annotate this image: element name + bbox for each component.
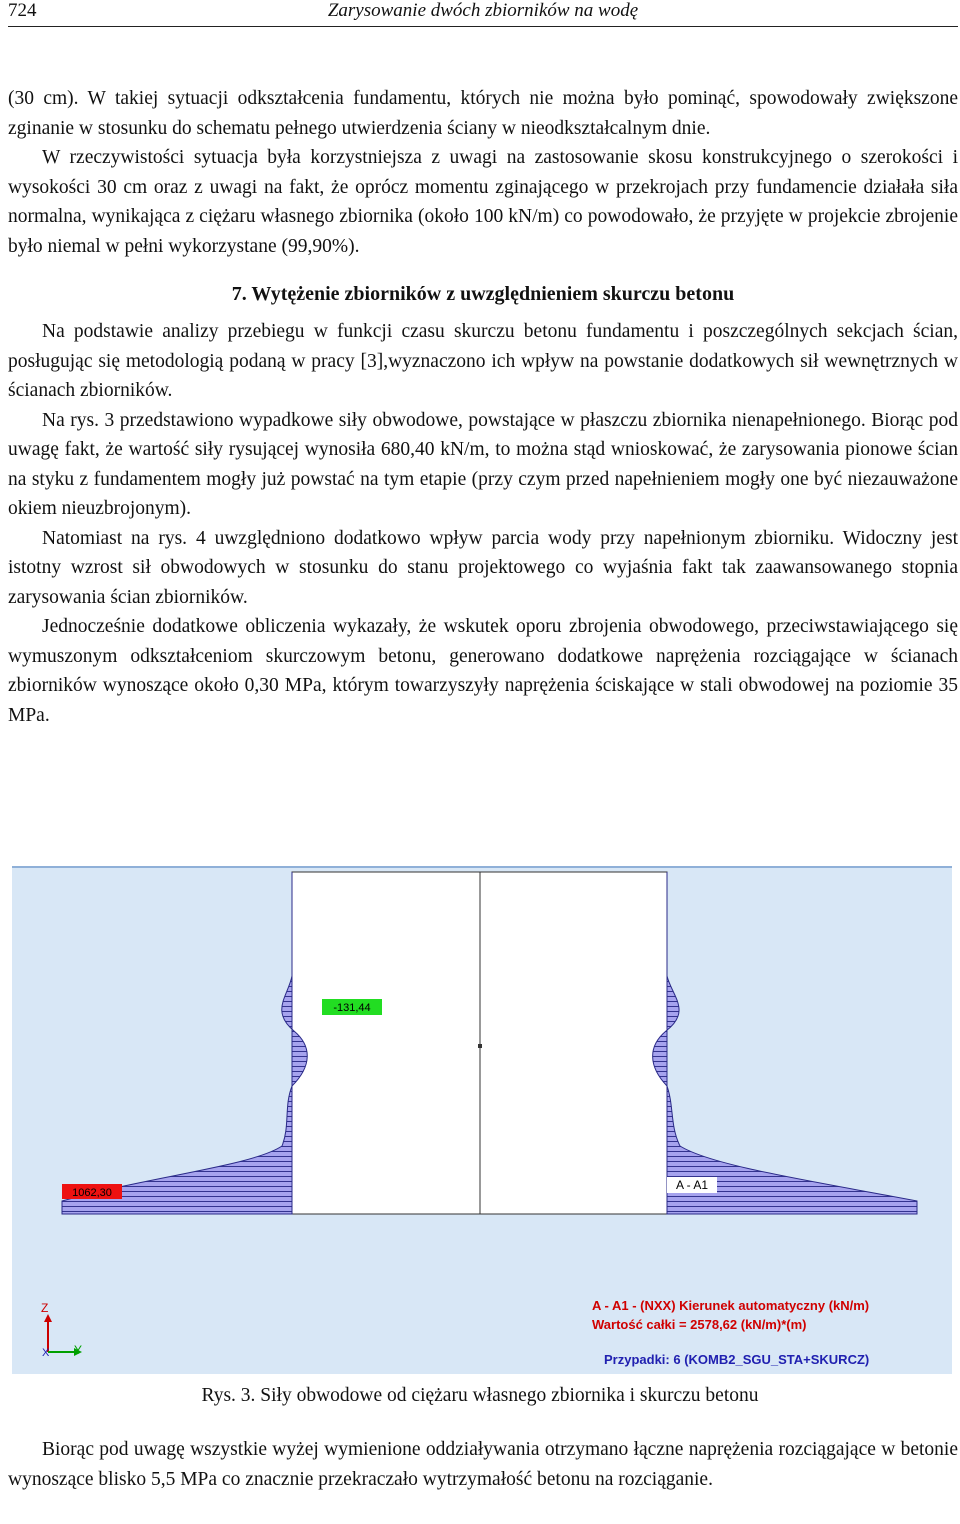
page-header — [8, 0, 958, 27]
legend-line-3: Przypadki: 6 (KOMB2_SGU_STA+SKURCZ) — [604, 1352, 870, 1367]
max-value-label: 1062,30 — [72, 1187, 112, 1199]
axis-z-label: Z — [41, 1301, 49, 1315]
page-number: 724 — [8, 0, 37, 21]
center-point — [478, 1044, 482, 1048]
legend-line-2: Wartość całki = 2578,62 (kN/m)*(m) — [592, 1317, 807, 1332]
figure-caption: Rys. 3. Siły obwodowe od ciężaru własnego zbiornika i skurczu betonu — [201, 1385, 759, 1406]
paragraph: Natomiast na rys. 4 uwzględniono dodatkowo wpływ parcia wody przy napełnionym zbiorniku. Widoczny jest istotny wzrost sił obwodowych w stosunku do stanu projektowego co wyjaśnia fakt tak zaawansowanego stopnia zarysowania ścian zbiorników. — [8, 527, 958, 608]
paragraph: W rzeczywistości sytuacja była korzystniejsza z uwagi na zastosowanie skosu konstrukcyjnego o szerokości i wysokości 30 cm oraz z uwagi na fakt, że oprócz momentu zginającego w przekrojach przy fundamencie działała siła normalna, wynikająca z ciężaru własnego zbiornika (około 100 kN/m) co powodowało, że przyjęte w projekcie zbrojenie było niemal w pełni wykorzystane (99,90%). — [8, 147, 958, 257]
section-heading: 7. Wytężenie zbiorników z uwzględnieniem skurczu betonu — [231, 283, 735, 305]
paragraph: Biorąc pod uwagę wszystkie wyżej wymienione oddziaływania otrzymano łączne naprężenia rozciągające w betonie wynoszące blisko 5,5 MPa co znacznie przekraczało wytrzymałość betonu na rozciąganie. — [8, 1439, 958, 1490]
figure-force-diagram — [12, 866, 952, 1374]
legend-line-1: A - A1 - (NXX) Kierunek automatyczny (kN/m) — [592, 1298, 870, 1313]
running-title: Zarysowanie dwóch zbiorników na wodę — [327, 0, 639, 21]
article-body-continued — [8, 1435, 958, 1494]
section-label: A - A1 — [675, 1178, 709, 1192]
paragraph: Na podstawie analizy przebiegu w funkcji czasu skurczu betonu fundamentu i poszczególnych sekcjach ścian, posługując się metodologią podaną w pracy [3],wyznaczono ich wpływ na powstanie dodatkowych sił wewnętrznych w ścianach zbiorników. — [8, 321, 958, 401]
diagram-svg — [12, 866, 952, 1374]
min-value-label: -131,44 — [333, 1002, 371, 1014]
paragraph: (30 cm). W takiej sytuacji odkształcenia fundamentu, których nie można było pominąć, spowodowały zwiększone zginanie w stosunku do schematu pełnego utwierdzenia ściany w nieodkształcalnym dnie. — [8, 88, 958, 139]
paragraph: Na rys. 3 przedstawiono wypadkowe siły obwodowe, powstające w płaszczu zbiornika nienapełnionego. Biorąc pod uwagę fakt, że wartość siły rysującej wynosiła 680,40 kN/m, to można stąd wnioskować, że zarysowania pionowe ścian na styku z fundamentem mogły już powstać na tym etapie (przy czym przed napełnieniem mogły one być niezauważone okiem nieuzbrojonym). — [8, 409, 958, 519]
article-body — [8, 84, 958, 730]
top-border — [12, 866, 952, 868]
paragraph: Jednocześnie dodatkowe obliczenia wykazały, że wskutek oporu zbrojenia obwodowego, przeciwstawiającego się wymuszonym odkształceniom skurczowym betonu, generowano dodatkowe naprężenia rozciągające w ścianach zbiorników wynoszące około 0,30 MPa, którym towarzyszyły naprężenia ściskające w stali obwodowej na poziomie 35 MPa. — [8, 616, 958, 726]
axis-y-label: Y — [74, 1343, 83, 1357]
axis-x-label: X — [42, 1347, 50, 1359]
